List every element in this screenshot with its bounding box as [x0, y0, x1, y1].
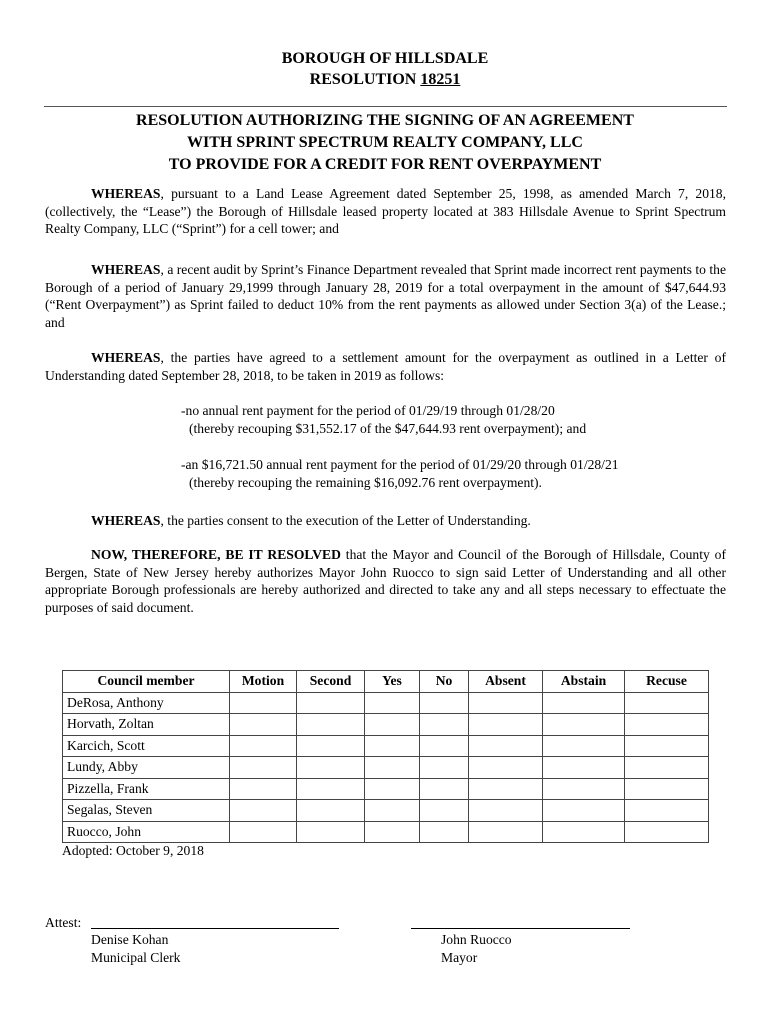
whereas-text-1: , pursuant to a Land Lease Agreement dated September 25, 1998, as amended March 7, 2018, (collectively, the “Lease”) the Borough of Hillsdale leased property located at 383 Hillsdale Avenue to Sprint Spectrum Realty Company, LLC (“Sprint”) for a cell tower; and — [45, 186, 726, 236]
whereas-paragraph-4 — [45, 512, 726, 530]
column-header: Recuse — [625, 671, 709, 693]
council-member-name: Horvath, Zoltan — [63, 714, 230, 736]
council-member-name: Segalas, Steven — [63, 800, 230, 822]
payment-term-2-line-2: (thereby recouping the remaining $16,092.76 rent overpayment). — [189, 475, 542, 490]
vote-cell — [625, 692, 709, 714]
clerk-signature-line — [91, 928, 339, 929]
adopted-date: Adopted: October 9, 2018 — [62, 843, 204, 858]
vote-cell — [230, 821, 297, 843]
vote-cell — [469, 757, 543, 779]
vote-cell — [420, 800, 469, 822]
resolution-number-heading — [0, 69, 770, 90]
column-header: Council member — [63, 671, 230, 693]
vote-cell — [469, 714, 543, 736]
vote-cell — [230, 800, 297, 822]
whereas-text-3: , the parties have agreed to a settlement amount for the overpayment as outlined in a Letter of Understanding dated September 28, 2018, to be taken in 2019 as follows: — [45, 350, 726, 383]
column-header: Absent — [469, 671, 543, 693]
vote-cell — [420, 778, 469, 800]
vote-table — [62, 670, 709, 843]
resolution-label: RESOLUTION — [309, 71, 421, 88]
vote-cell — [230, 778, 297, 800]
clerk-signature-block — [91, 931, 180, 967]
vote-cell — [543, 714, 625, 736]
payment-term-2-line-1: -an $16,721.50 annual rent payment for the period of 01/29/20 through 01/28/21 — [181, 457, 619, 472]
council-member-name: Lundy, Abby — [63, 757, 230, 779]
whereas-text-2: , a recent audit by Sprint’s Finance Department revealed that Sprint made incorrect rent payments to the Borough of a period of January 29,1999 through January 28, 2019 for a total overpayment in the amount of $47,644.93 (“Rent Overpayment”) as Sprint failed to deduct 10% from the rent payments as allowed under Section 3(a) of the Lease.; and — [45, 262, 726, 330]
whereas-lead-4: WHEREAS — [91, 513, 161, 528]
table-row — [63, 757, 709, 779]
vote-cell — [297, 692, 365, 714]
title-line-3: TO PROVIDE FOR A CREDIT FOR RENT OVERPAYMENT — [168, 156, 602, 173]
vote-cell — [365, 800, 420, 822]
vote-cell — [543, 692, 625, 714]
vote-cell — [230, 735, 297, 757]
vote-cell — [365, 714, 420, 736]
vote-cell — [543, 778, 625, 800]
payment-term-2 — [181, 456, 711, 492]
column-header: Abstain — [543, 671, 625, 693]
vote-cell — [365, 692, 420, 714]
resolution-title — [0, 110, 770, 176]
whereas-lead-1: WHEREAS — [91, 186, 161, 201]
mayor-title: Mayor — [441, 950, 478, 965]
table-row — [63, 800, 709, 822]
whereas-lead-2: WHEREAS — [91, 262, 161, 277]
title-line-1: RESOLUTION AUTHORIZING THE SIGNING OF AN AGREEMENT — [136, 112, 634, 129]
whereas-paragraph-3 — [45, 349, 726, 384]
vote-cell — [230, 757, 297, 779]
vote-cell — [625, 714, 709, 736]
mayor-signature-block — [441, 931, 512, 967]
resolved-lead: NOW, THEREFORE, BE IT RESOLVED — [91, 547, 341, 562]
vote-cell — [469, 735, 543, 757]
whereas-lead-3: WHEREAS — [91, 350, 161, 365]
table-row — [63, 821, 709, 843]
vote-cell — [420, 714, 469, 736]
borough-heading: BOROUGH OF HILLSDALE — [281, 50, 489, 67]
mayor-signature-line — [411, 928, 630, 929]
vote-cell — [625, 778, 709, 800]
vote-cell — [420, 735, 469, 757]
vote-cell — [365, 735, 420, 757]
council-member-name: Ruocco, John — [63, 821, 230, 843]
vote-cell — [543, 821, 625, 843]
whereas-text-4: , the parties consent to the execution of the Letter of Understanding. — [160, 513, 531, 528]
vote-cell — [230, 692, 297, 714]
vote-cell — [469, 778, 543, 800]
vote-cell — [625, 735, 709, 757]
table-row — [63, 692, 709, 714]
column-header: Yes — [365, 671, 420, 693]
vote-cell — [230, 714, 297, 736]
vote-cell — [469, 692, 543, 714]
payment-term-1-line-1: -no annual rent payment for the period of 01/29/19 through 01/28/20 — [181, 403, 555, 418]
vote-cell — [297, 735, 365, 757]
column-header: No — [420, 671, 469, 693]
council-member-name: Karcich, Scott — [63, 735, 230, 757]
resolution-number: 18251 — [420, 71, 461, 88]
vote-cell — [420, 692, 469, 714]
column-header: Second — [297, 671, 365, 693]
column-header: Motion — [230, 671, 297, 693]
council-member-name: Pizzella, Frank — [63, 778, 230, 800]
vote-cell — [420, 821, 469, 843]
vote-cell — [543, 800, 625, 822]
vote-cell — [365, 757, 420, 779]
vote-cell — [365, 821, 420, 843]
resolved-text: that the Mayor and Council of the Borough of Hillsdale, County of Bergen, State of New Jersey hereby authorizes Mayor John Ruocco to sign said Letter of Understanding and all other appropriate Borough professionals are hereby authorized and directed to take any and all steps necessary to effectuate the purposes of said document. — [45, 547, 726, 615]
vote-cell — [625, 800, 709, 822]
vote-cell — [625, 821, 709, 843]
table-row — [63, 735, 709, 757]
council-member-name: DeRosa, Anthony — [63, 692, 230, 714]
vote-cell — [297, 821, 365, 843]
vote-cell — [297, 778, 365, 800]
vote-cell — [469, 800, 543, 822]
vote-cell — [297, 714, 365, 736]
payment-term-1-line-2: (thereby recouping $31,552.17 of the $47,644.93 rent overpayment); and — [189, 421, 587, 436]
vote-cell — [543, 735, 625, 757]
whereas-paragraph-2 — [45, 261, 726, 331]
table-row — [63, 714, 709, 736]
mayor-name: John Ruocco — [441, 932, 512, 947]
clerk-title: Municipal Clerk — [91, 950, 181, 965]
vote-table-header — [63, 671, 709, 693]
vote-cell — [625, 757, 709, 779]
clerk-name: Denise Kohan — [91, 932, 169, 947]
title-line-2: WITH SPRINT SPECTRUM REALTY COMPANY, LLC — [187, 134, 583, 151]
vote-cell — [365, 778, 420, 800]
vote-cell — [297, 800, 365, 822]
resolved-paragraph — [45, 546, 726, 616]
vote-cell — [469, 821, 543, 843]
table-row — [63, 778, 709, 800]
header-divider — [44, 106, 727, 107]
payment-term-1 — [181, 402, 711, 438]
vote-cell — [543, 757, 625, 779]
attest-label: Attest: — [45, 915, 82, 930]
vote-cell — [297, 757, 365, 779]
vote-cell — [420, 757, 469, 779]
whereas-paragraph-1 — [45, 185, 726, 238]
